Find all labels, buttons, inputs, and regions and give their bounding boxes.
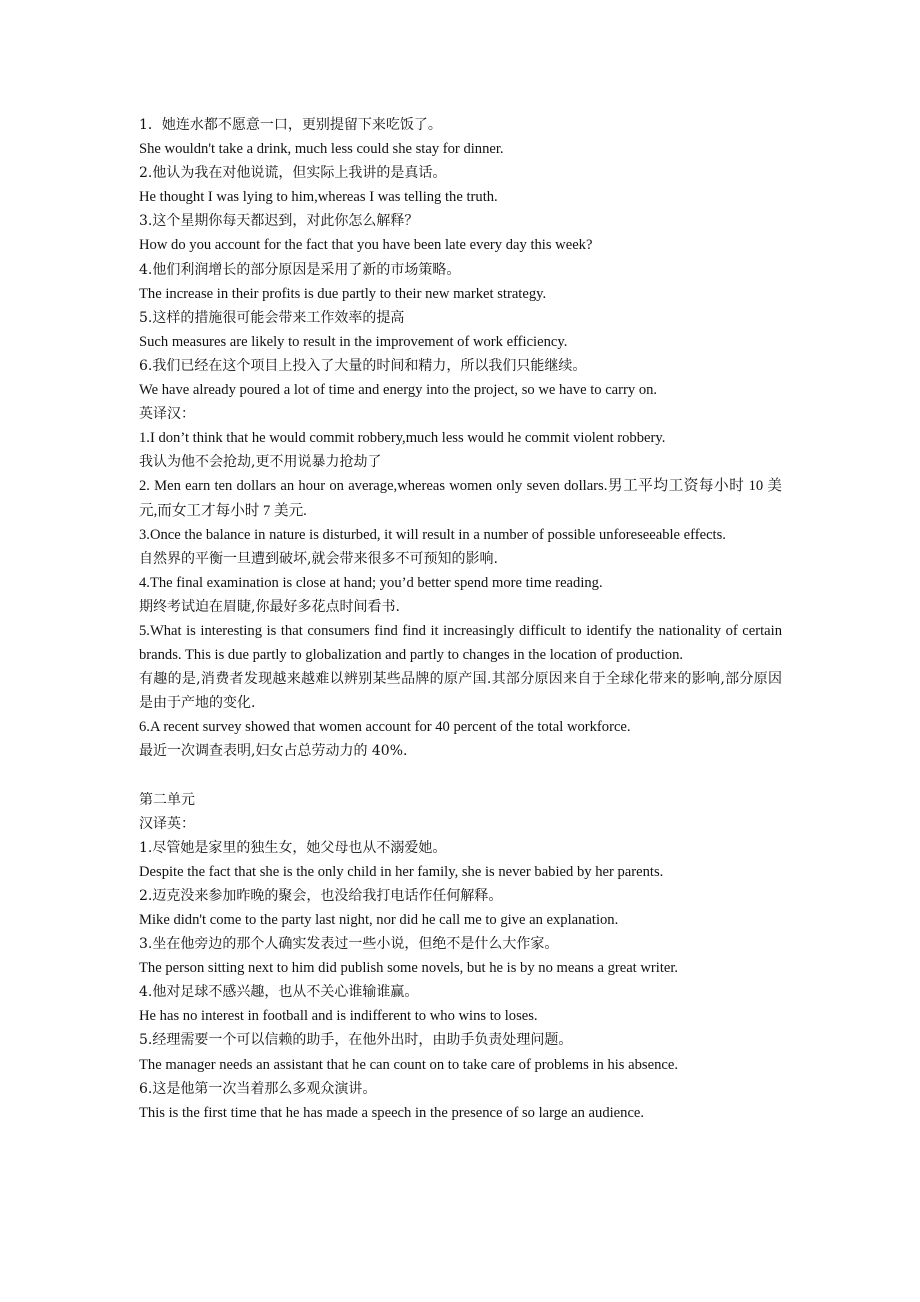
unit2-item4-en: He has no interest in football and is indifferent to who wins to loses. [139, 1008, 538, 1025]
unit1-item4-zh: 4.他们利润增长的部分原因是采用了新的市场策略。 [139, 261, 461, 278]
unit2-section [139, 788, 782, 1125]
en-zh-item3-zh: 自然界的平衡一旦遭到破坏,就会带来很多不可预知的影响. [139, 550, 498, 567]
en-zh-item4-en: 4.The final examination is close at hand; you’d better spend more time reading. [139, 574, 603, 591]
en-zh-item6-zh: 最近一次调查表明,妇女占总劳动力的 40%. [139, 743, 408, 760]
unit1-item1-zh: 1．她连水都不愿意一口，更别提留下来吃饭了。 [139, 117, 442, 133]
en-zh-item6-en: 6.A recent survey showed that women account for 40 percent of the total workforce. [139, 719, 631, 736]
unit1-item1-en: She wouldn't take a drink, much less could she stay for dinner. [139, 141, 504, 158]
unit1-item4-en: The increase in their profits is due partly to their new market strategy. [139, 285, 547, 302]
document-page [139, 113, 782, 1125]
section-heading-zh-en: 汉译英： [139, 815, 195, 832]
en-zh-item1-en: 1.I don’t think that he would commit robbery,much less would he commit violent robbery. [139, 430, 666, 447]
unit1-item6-en: We have already poured a lot of time and energy into the project, so we have to carry on. [139, 382, 658, 399]
unit2-item6-en: This is the first time that he has made a speech in the presence of so large an audience. [139, 1104, 645, 1121]
en-zh-item5-zh: 有趣的是,消费者发现越来越难以辨别某些品牌的原产国.其部分原因来自于全球化带来的影响,部分原因是由于产地的变化. [139, 671, 782, 712]
unit2-item2-en: Mike didn't come to the party last night, nor did he call me to give an explanation. [139, 912, 619, 928]
en-zh-item5-en: 5.What is interesting is that consumers find find it increasingly difficult to identify the nationality of certain brands. This is due partly to globalization and partly to changes in the location of production. [139, 622, 782, 664]
unit2-item3-en: The person sitting next to him did publish some novels, but he is by no means a great writer. [139, 960, 679, 977]
unit2-item5-en: The manager needs an assistant that he can count on to take care of problems in his absence. [139, 1056, 678, 1073]
unit2-item2-zh: 2.迈克没来参加昨晚的聚会，也没给我打电话作任何解释。 [139, 887, 503, 904]
en-zh-item2: 2. Men earn ten dollars an hour on average,whereas women only seven dollars.男工平均工资每小时 10 美元,而女工才每小时 7 美元. [139, 478, 782, 519]
unit1-item3-en: How do you account for the fact that you have been late every day this week? [139, 237, 593, 254]
en-zh-item3-en: 3.Once the balance in nature is disturbed, it will result in a number of possible unforeseeable effects. [139, 526, 726, 543]
unit1-en-zh-section [139, 402, 782, 763]
unit1-item5-en: Such measures are likely to result in the improvement of work efficiency. [139, 333, 568, 350]
unit2-item6-zh: 6.这是他第一次当着那么多观众演讲。 [139, 1080, 377, 1097]
unit1-item2-en: He thought I was lying to him,whereas I was telling the truth. [139, 189, 498, 206]
section-spacer [139, 764, 782, 788]
unit1-item6-zh: 6.我们已经在这个项目上投入了大量的时间和精力，所以我们只能继续。 [139, 357, 587, 374]
unit2-title: 第二单元 [139, 791, 195, 808]
unit1-item5-zh: 5.这样的措施很可能会带来工作效率的提高 [139, 309, 405, 326]
unit2-item5-zh: 5.经理需要一个可以信赖的助手，在他外出时，由助手负责处理问题。 [139, 1032, 573, 1049]
unit2-item3-zh: 3.坐在他旁边的那个人确实发表过一些小说，但绝不是什么大作家。 [139, 936, 559, 953]
unit2-item1-zh: 1.尽管她是家里的独生女，她父母也从不溺爱她。 [139, 839, 447, 856]
unit1-zh-en-section [139, 113, 782, 402]
section-heading-en-zh: 英译汉： [139, 406, 195, 423]
en-zh-item1-zh: 我认为他不会抢劫,更不用说暴力抢劫了 [139, 454, 382, 471]
unit2-item1-en: Despite the fact that she is the only child in her family, she is never babied by her parents. [139, 863, 664, 880]
unit1-item3-zh: 3.这个星期你每天都迟到，对此你怎么解释？ [139, 213, 419, 230]
unit2-item4-zh: 4.他对足球不感兴趣，也从不关心谁输谁赢。 [139, 984, 419, 1001]
unit1-item2-zh: 2.他认为我在对他说谎，但实际上我讲的是真话。 [139, 165, 447, 182]
en-zh-item4-zh: 期终考试迫在眉睫,你最好多花点时间看书. [139, 598, 400, 615]
